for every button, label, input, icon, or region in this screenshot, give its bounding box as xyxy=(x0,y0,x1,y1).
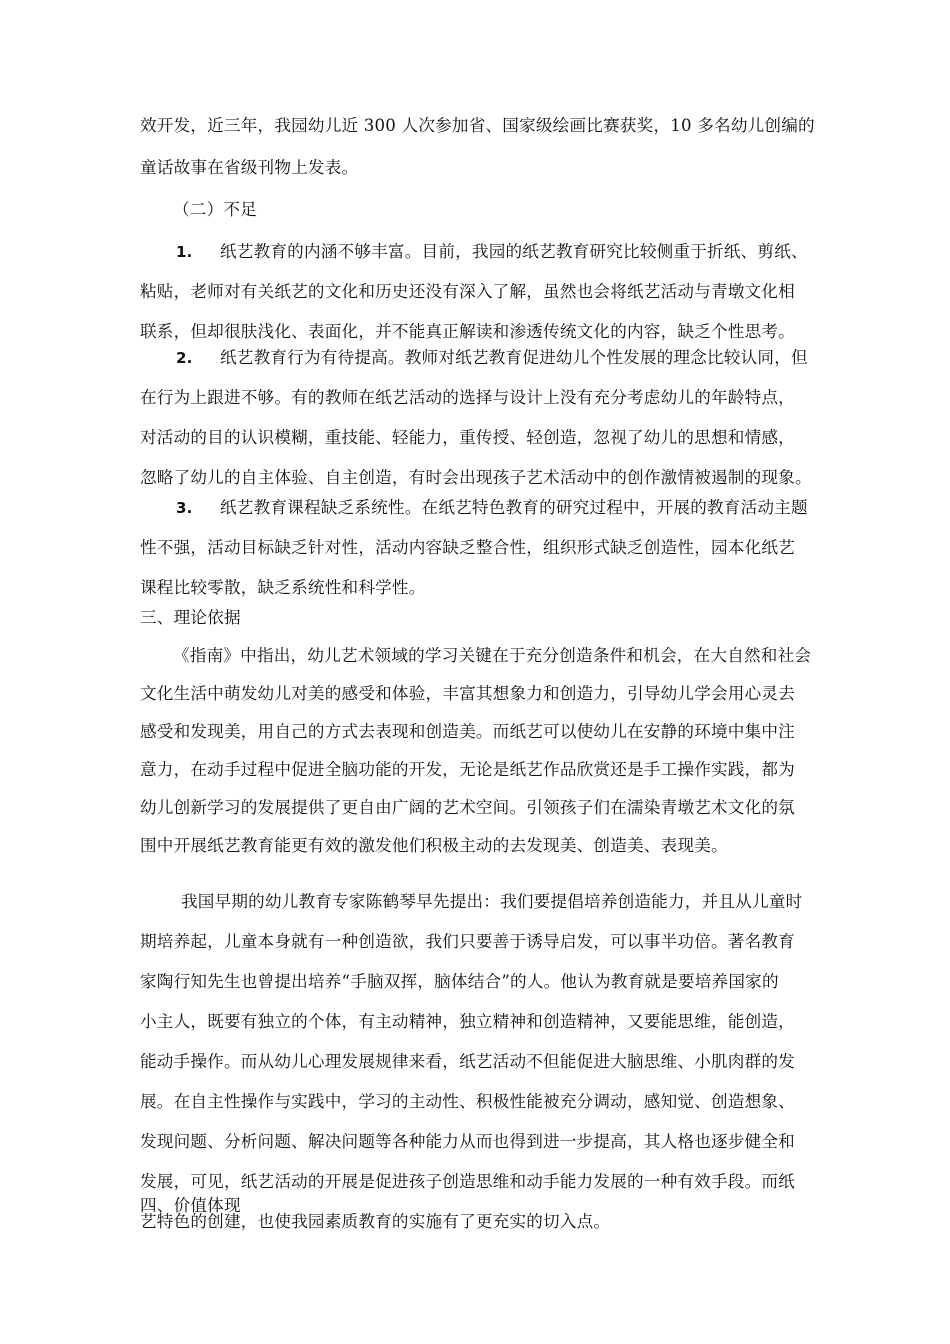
shortcoming-item-2-line-4: 忽略了幼儿的自主体验、自主创造，有时会出现孩子艺术活动中的创作激情被遏制的现象。 xyxy=(140,468,812,487)
theory-p2-line-3: 家陶行知先生也曾提出培养“手脑双挥，脑体结合”的人。他认为教育就是要培养国家的 xyxy=(140,972,779,991)
shortcoming-item-1-line-2: 粘贴，老师对有关纸艺的文化和历史还没有深入了解，虽然也会将纸艺活动与青墩文化相 xyxy=(140,282,795,301)
item-number: 2. xyxy=(176,349,193,367)
shortcoming-item-3-line-3: 课程比较零散，缺乏系统性和科学性。 xyxy=(140,578,426,597)
theory-p2-line-7: 发现问题、分析问题、解决问题等各种能力从而也得到进一步提高，其人格也逐步健全和 xyxy=(140,1132,795,1151)
item-text: 纸艺教育的内涵不够丰富。目前，我园的纸艺教育研究比较侧重于折纸、剪纸、 xyxy=(220,242,808,261)
shortcoming-item-1-line-3: 联系，但却很肤浅化、表面化，并不能真正解读和渗透传统文化的内容，缺乏个性思考。 xyxy=(140,322,795,341)
intro-line-2: 童话故事在省级刊物上发表。 xyxy=(140,158,359,177)
theory-p1-line-4: 意力，在动手过程中促进全脑功能的开发，无论是纸艺作品欣赏还是手工操作实践，都为 xyxy=(140,760,795,779)
shortcoming-item-2-line-1 xyxy=(140,348,808,368)
shortcoming-item-2-line-2: 在行为上跟进不够。有的教师在纸艺活动的选择与设计上没有充分考虑幼儿的年龄特点， xyxy=(140,388,795,407)
section-heading-value: 四、价值体现 xyxy=(140,1196,241,1215)
shortcoming-item-1-line-1 xyxy=(140,242,808,262)
theory-p2-line-6: 展。在自主性操作与实践中，学习的主动性、积极性能被充分调动，感知觉、创造想象、 xyxy=(140,1092,795,1111)
shortcoming-item-3-line-1 xyxy=(140,498,808,518)
section-heading-theory: 三、理论依据 xyxy=(140,608,241,627)
item-text: 纸艺教育行为有待提高。教师对纸艺教育促进幼儿个性发展的理念比较认同，但 xyxy=(220,348,808,367)
theory-p2-line-8: 发展，可见，纸艺活动的开展是促进孩子创造思维和动手能力发展的一种有效手段。而纸 xyxy=(140,1172,795,1191)
subsection-heading-shortcomings: （二）不足 xyxy=(173,200,257,219)
theory-p1-line-1: 《指南》中指出，幼儿艺术领域的学习关键在于充分创造条件和机会，在大自然和社会 xyxy=(173,646,812,665)
theory-p1-line-6: 围中开展纸艺教育能更有效的激发他们积极主动的去发现美、创造美、表现美。 xyxy=(140,836,728,855)
theory-p1-line-2: 文化生活中萌发幼儿对美的感受和体验，丰富其想象力和创造力，引导幼儿学会用心灵去 xyxy=(140,684,795,703)
shortcoming-item-3-line-2: 性不强，活动目标缺乏针对性，活动内容缺乏整合性，组织形式缺乏创造性，园本化纸艺 xyxy=(140,538,795,557)
item-number: 1. xyxy=(176,243,193,261)
theory-p2-line-1: 我国早期的幼儿教育专家陈鹤琴早先提出：我们要提倡培养创造能力，并且从儿童时 xyxy=(181,892,803,911)
theory-p2-line-4: 小主人，既要有独立的个体，有主动精神，独立精神和创造精神，又要能思维，能创造， xyxy=(140,1012,795,1031)
item-text: 纸艺教育课程缺乏系统性。在纸艺特色教育的研究过程中，开展的教育活动主题 xyxy=(220,498,808,517)
theory-p2-line-9: 艺特色的创建，也使我园素质教育的实施有了更充实的切入点。 xyxy=(140,1212,611,1231)
item-number: 3. xyxy=(176,499,193,517)
intro-line-1: 效开发，近三年，我园幼儿近 300 人次参加省、国家级绘画比赛获奖，10 多名幼儿创编的 xyxy=(140,116,815,135)
theory-p1-line-3: 感受和发现美，用自己的方式去表现和创造美。而纸艺可以使幼儿在安静的环境中集中注 xyxy=(140,722,795,741)
theory-p1-line-5: 幼儿创新学习的发展提供了更自由广阔的艺术空间。引领孩子们在濡染青墩艺术文化的氛 xyxy=(140,798,795,817)
theory-p2-line-2: 期培养起，儿童本身就有一种创造欲，我们只要善于诱导启发，可以事半功倍。著名教育 xyxy=(140,932,795,951)
theory-p2-line-5: 能动手操作。而从幼儿心理发展规律来看，纸艺活动不但能促进大脑思维、小肌肉群的发 xyxy=(140,1052,795,1071)
shortcoming-item-2-line-3: 对活动的目的认识模糊，重技能、轻能力，重传授、轻创造，忽视了幼儿的思想和情感， xyxy=(140,428,795,447)
